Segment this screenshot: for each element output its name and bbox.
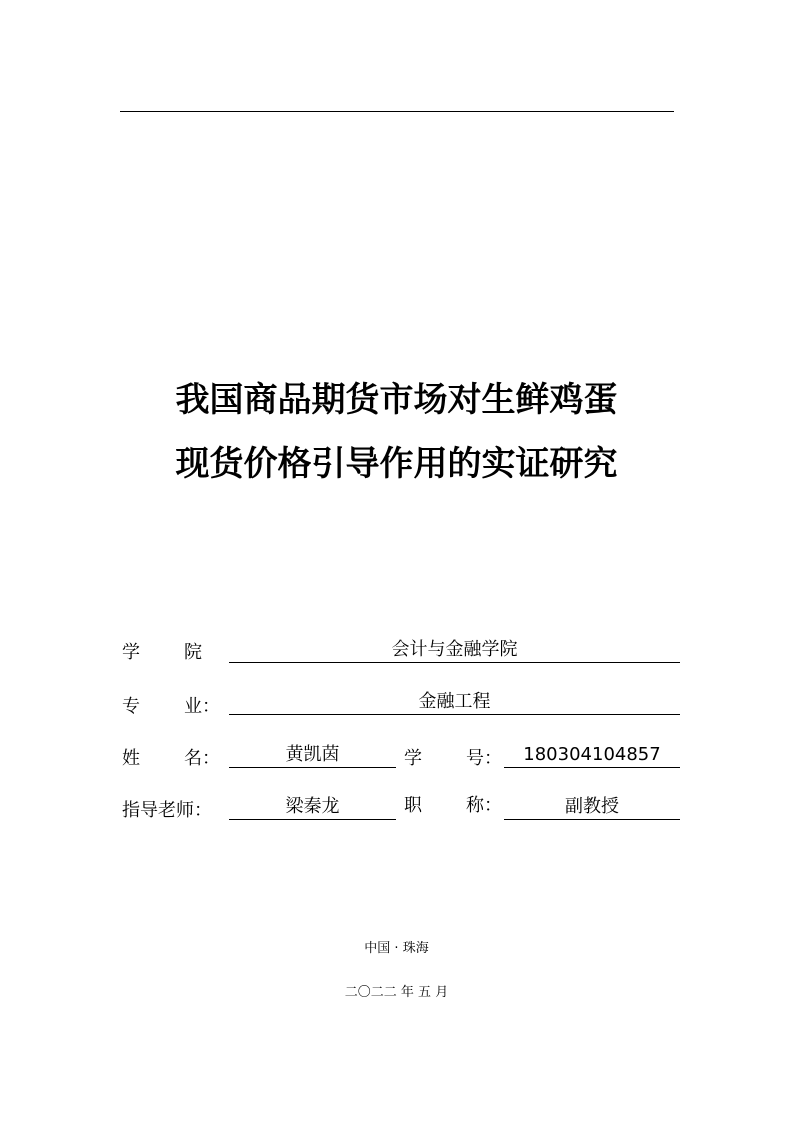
footer-place: 中国 · 珠海 (364, 941, 429, 956)
rank-label-2: 称： (466, 795, 502, 816)
college-value: 会计与金融学院 (229, 638, 680, 663)
name-label-2: 名： (184, 748, 220, 769)
advisor-value: 梁秦龙 (229, 795, 396, 820)
name-value: 黄凯茵 (229, 743, 396, 768)
major-value: 金融工程 (229, 690, 680, 715)
college-label-1: 学 (122, 642, 140, 663)
header-rule (120, 111, 674, 112)
student-id-value: 180304104857 (504, 743, 680, 768)
student-id-label-2: 号： (466, 748, 502, 769)
name-label-1: 姓 (122, 748, 140, 769)
thesis-title-line-2: 现货价格引导作用的实证研究 (175, 444, 618, 484)
thesis-title-line-1: 我国商品期货市场对生鲜鸡蛋 (175, 380, 618, 420)
rank-value: 副教授 (504, 795, 680, 820)
college-label-2: 院 (184, 642, 202, 663)
student-id-label-1: 学 (404, 748, 422, 769)
advisor-label: 指导老师： (122, 800, 212, 821)
footer-date: 二〇二二 年 五 月 (344, 985, 449, 1000)
rank-label-1: 职 (404, 795, 422, 816)
major-label-2: 业： (184, 696, 220, 717)
major-label-1: 专 (122, 696, 140, 717)
